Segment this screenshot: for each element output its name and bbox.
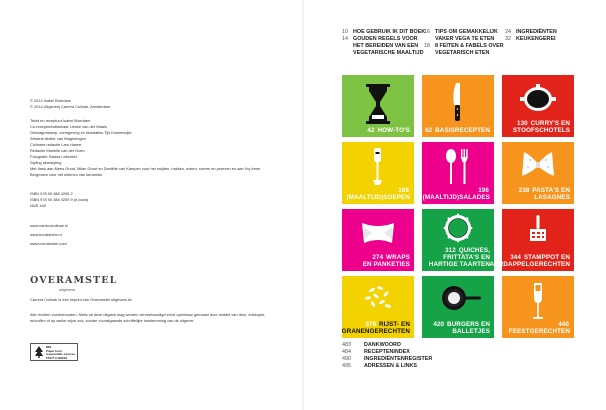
- rights-paragraph: Alle rechten voorbehouden. Niets uit deze uitgave mag worden verveelvoudigd en/of openbaar gemaakt door middel van druk, fotokopie, microfilm of op welke wijze ook, zonder voorafgaande schriftelijke toestemming van de uitgever.: [30, 312, 266, 323]
- toc-page: 32: [505, 36, 511, 42]
- chapter-tile-rijst[interactable]: [342, 276, 414, 338]
- toc-title: GOUDEN REGELS VOOR: [353, 36, 418, 42]
- tile-title: (MAALTIJD)SALADES: [422, 194, 490, 201]
- toc-title: VEGETARISCH ETEN: [435, 50, 490, 56]
- tile-title: (MAALTIJD)SOEPEN: [346, 194, 410, 201]
- tile-label: [502, 321, 570, 335]
- toc-title: KEUKENGEREI: [516, 36, 556, 42]
- tile-title: LASAGNES: [534, 194, 570, 201]
- thanks-paragraph: Met dank aan Mees Groot, Milan Groot en Daniëlle van Kampen voor het snijden, hakken, malen, roeren en proeven en aan *by Irene Bergmann voor het uitlenen van keramiek: [30, 166, 261, 177]
- chapter-tile-basisrecepten[interactable]: [422, 75, 494, 137]
- chapter-tile-pastas[interactable]: [502, 142, 574, 204]
- tile-page: 440: [558, 321, 569, 328]
- website-link[interactable]: www.kookisbeis.nl: [30, 232, 62, 237]
- credit-line: Fotografie Saskia Lelieveld: [30, 154, 77, 159]
- tile-page: 274: [372, 254, 384, 261]
- tile-label: [367, 127, 410, 134]
- tile-label: [519, 187, 570, 201]
- fsc-label: [30, 343, 78, 361]
- fsc-text: [46, 346, 75, 360]
- tile-title: HOW-TO'S: [377, 127, 410, 134]
- credit-line: Culinaire redactie Lars Hamer: [30, 142, 82, 147]
- tile-label: [425, 127, 490, 134]
- tile-page: 378: [365, 321, 377, 328]
- toc-entry: [342, 50, 423, 57]
- copyright-publisher: © 2014 Uitgeverij Carrera Culinair, Amsterdam: [30, 104, 111, 109]
- tile-title: STOOFSCHOTELS: [512, 127, 570, 134]
- tile-title: QUICHES,: [458, 247, 490, 254]
- tile-title: PASTA'S EN: [532, 187, 570, 194]
- toc-page: 484: [342, 349, 351, 355]
- chapter-tile-burgers[interactable]: [422, 276, 494, 338]
- fsc-line: Paper from: [46, 348, 62, 353]
- toc-title: HET BEREIDEN VAN EEN: [353, 43, 419, 49]
- tile-label: [489, 254, 570, 268]
- tile-label: [433, 321, 490, 335]
- tile-label: [342, 321, 410, 335]
- nur-line: NUR 440: [30, 203, 47, 208]
- toc-entry[interactable]: [424, 43, 504, 50]
- chapter-tile-quiches[interactable]: [422, 209, 494, 271]
- toc-title: TIPS OM GEMAKKELIJK: [435, 29, 498, 35]
- tile-title: BURGERS EN: [447, 321, 490, 328]
- tile-title: STAMPPOT EN: [523, 254, 570, 261]
- toc-entry[interactable]: [505, 36, 556, 43]
- toc-entry[interactable]: [342, 36, 418, 43]
- chapter-tile-currys[interactable]: [502, 75, 574, 137]
- toc-page: 18: [424, 43, 430, 49]
- toc-entry: [424, 50, 489, 57]
- tile-page: 420: [433, 321, 445, 328]
- tile-title: EN PANKETIES: [362, 261, 410, 268]
- tile-label: [342, 187, 410, 201]
- tile-label: [363, 254, 410, 268]
- toc-title: 8 FEITEN & FABELS OVER: [435, 43, 504, 49]
- toc-title: ADRESSEN & LINKS: [364, 363, 418, 369]
- toc-page: 16: [424, 29, 430, 35]
- credit-line: Redactie Marielle van der Goen: [30, 148, 85, 153]
- tile-page: 168: [398, 187, 409, 194]
- tile-label: [429, 247, 490, 268]
- toc-title: INGREDIËNTENREGISTER: [364, 356, 433, 362]
- toc-title: VEGETARISCHE MAALTIJD: [353, 50, 424, 56]
- tile-page: 196: [478, 187, 489, 194]
- tile-title: RIJST- EN: [379, 321, 410, 328]
- credit-line: Co-receptontwikkelaar Lieske van der Waals: [30, 124, 107, 129]
- tile-title: BALLETJES: [452, 328, 490, 335]
- toc-page: 490: [342, 356, 351, 362]
- isbn-line: ISBN 978 90 488 4209 9 (e-book): [30, 197, 89, 202]
- chapter-tile-salades[interactable]: [422, 142, 494, 204]
- toc-entry[interactable]: [342, 356, 432, 363]
- toc-entry[interactable]: [424, 29, 498, 36]
- tile-page: 42: [367, 127, 375, 134]
- fsc-title: MIX: [46, 345, 52, 349]
- fsc-tree-icon: [34, 346, 44, 358]
- credit-line: Tekst en receptuur Isabel Boerdam: [30, 118, 91, 123]
- page-gutter: [302, 0, 304, 410]
- toc-entry[interactable]: [505, 29, 557, 36]
- tile-page: 62: [425, 127, 433, 134]
- tile-title: HARTIGE TAARTEN: [428, 261, 490, 268]
- credit-line: Zetwerk Atelier van Wageningen: [30, 136, 86, 141]
- isbn-line: ISBN 978 90 488 4206 2: [30, 191, 73, 196]
- chapter-tile-how-tos[interactable]: [342, 75, 414, 137]
- tile-title: FEESTGERECHTEN: [508, 328, 570, 335]
- tile-page: 130: [516, 120, 528, 127]
- tile-title: WRAPS: [386, 254, 410, 261]
- fsc-line: responsible sources: [46, 352, 76, 356]
- credit-line: Styling akrestyling: [30, 160, 62, 165]
- imprint-line: Carrera Culinair is een imprint van Overamstel uitgevers bv: [30, 297, 133, 302]
- toc-page: 495: [342, 363, 351, 369]
- toc-entry[interactable]: [342, 29, 425, 36]
- tile-title: AARDAPPELGERECHTEN: [489, 261, 570, 268]
- fsc-code: FSC® C118234: [46, 355, 68, 360]
- website-link[interactable]: www.overamstel.com: [30, 241, 67, 246]
- toc-entry[interactable]: [342, 342, 401, 349]
- tile-title: FRITTATA'S EN: [443, 254, 490, 261]
- tile-page: 312: [445, 247, 456, 254]
- tile-title: CURRY'S EN: [530, 120, 570, 127]
- publisher-logo: OVERAMSTEL: [30, 275, 118, 286]
- chapter-tile-stamppot[interactable]: [489, 209, 574, 271]
- tile-label: [422, 187, 490, 201]
- chapter-tile-wraps[interactable]: [342, 209, 414, 271]
- tile-page: 238: [518, 187, 530, 194]
- toc-title: HOE GEBRUIK IK DIT BOEK: [353, 29, 426, 35]
- chapter-tile-soepen[interactable]: [342, 142, 414, 204]
- toc-entry[interactable]: [342, 349, 410, 356]
- toc-title: RECEPTENINDEX: [364, 349, 410, 355]
- tile-title: BASISRECEPTEN: [435, 127, 490, 134]
- toc-page: 10: [342, 29, 348, 35]
- toc-entry: [342, 43, 418, 50]
- tile-title: GRANENGERECHTEN: [341, 328, 410, 335]
- toc-title: DANKWOORD: [364, 342, 401, 348]
- toc-title: INGREDIËNTEN: [516, 29, 557, 35]
- chapter-tile-feestgerechten[interactable]: [502, 276, 574, 338]
- toc-page: 24: [505, 29, 511, 35]
- toc-entry[interactable]: [342, 363, 417, 370]
- tile-page: 344: [510, 254, 522, 261]
- publisher-logo-sub: uitgevers: [59, 287, 76, 292]
- website-link[interactable]: www.carreraculinair.nl: [30, 223, 68, 228]
- toc-page: 14: [342, 36, 348, 42]
- copyright-line: © 2014 Isabel Boerdam: [30, 98, 71, 103]
- credit-line: Omslagontwerp, vormgeving en illustraties Tijs Koelemeijer: [30, 130, 132, 135]
- toc-title: VAKER VEGA TE ETEN: [435, 36, 495, 42]
- toc-page: 483: [342, 342, 351, 348]
- tile-label: [513, 120, 570, 134]
- toc-entry: [424, 36, 494, 43]
